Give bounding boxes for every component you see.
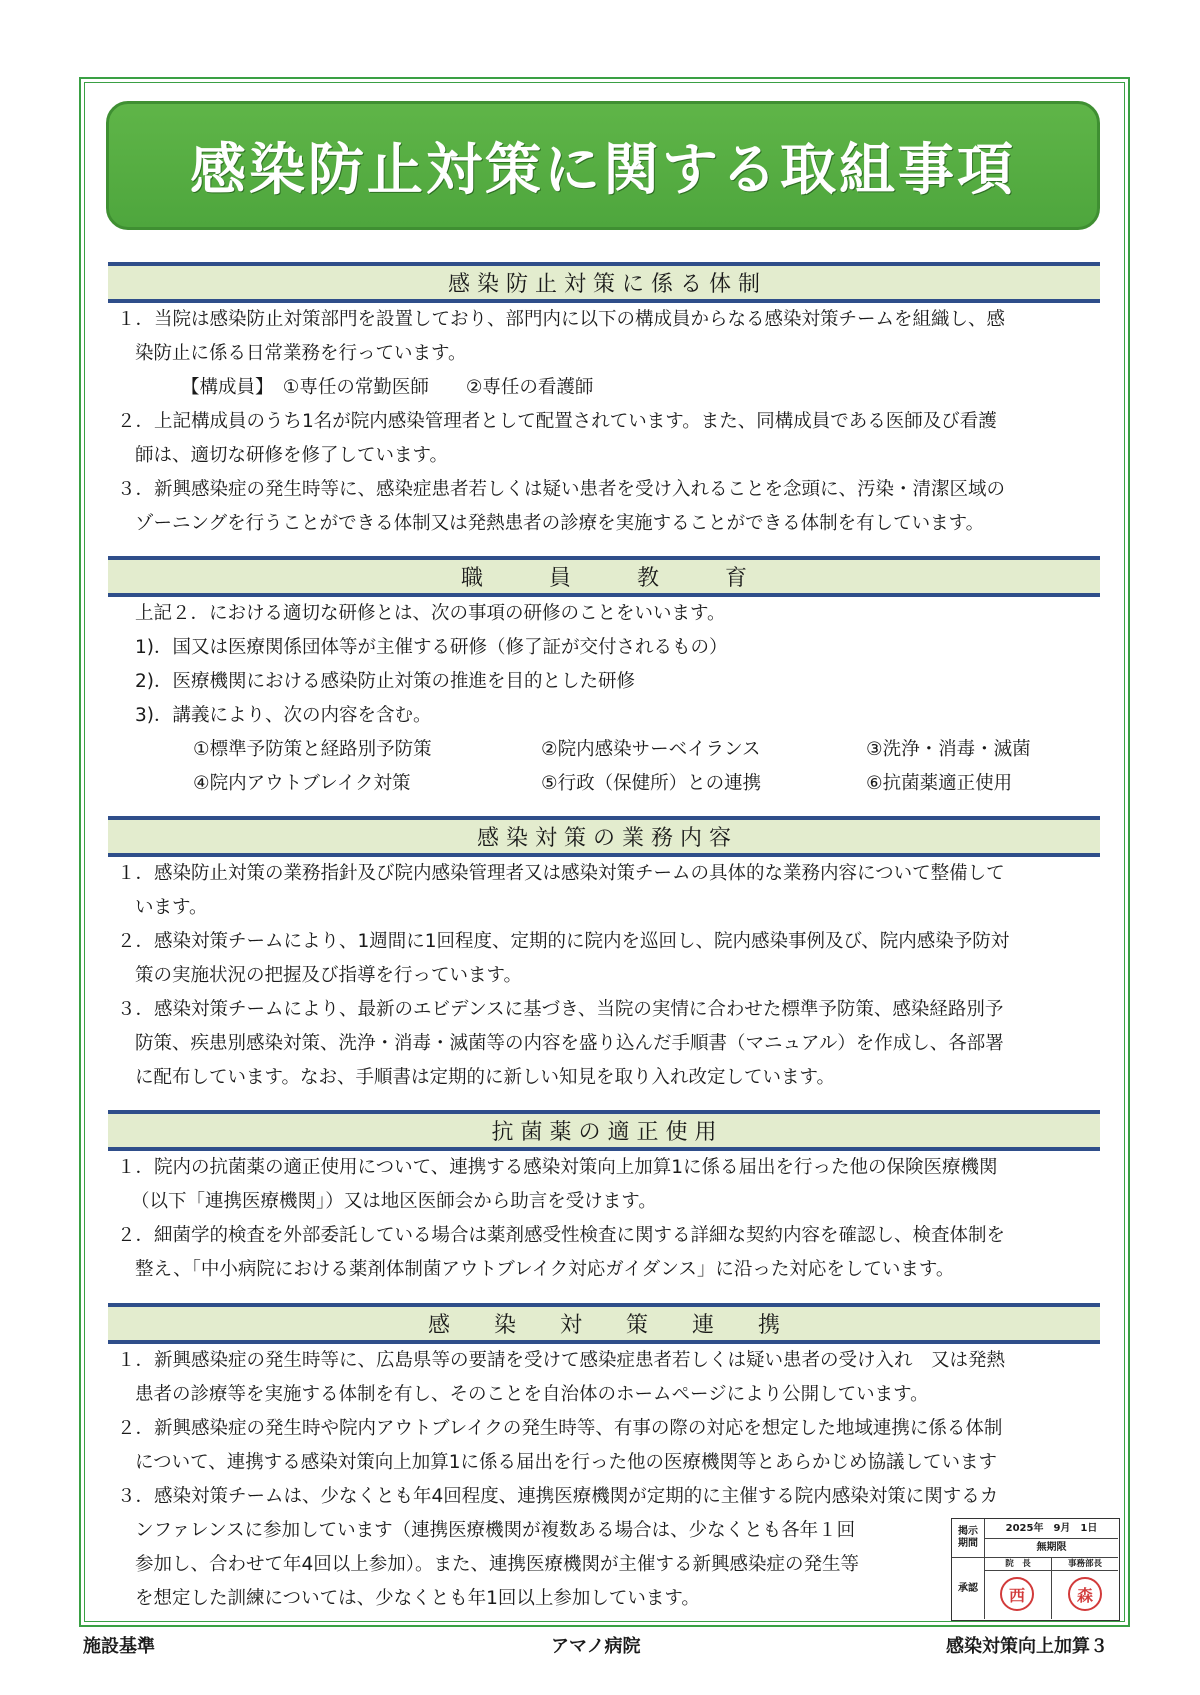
text-line: ２．細菌学的検査を外部委託している場合は薬剤感受性検査に関する詳細な契約内容を確認し、検査体制を	[117, 1225, 1006, 1246]
topic-item: ⑤行政（保健所）との連携	[541, 773, 762, 794]
section-header-cooperation	[108, 1303, 1100, 1344]
text-line: ２．新興感染症の発生時や院内アウトブレイクの発生時等、有事の際の対応を想定した地域連携に係る体制	[117, 1418, 1003, 1439]
text-line: ３．感染対策チームは、少なくとも年4回程度、連携医療機関が定期的に主催する院内感染対策に関するカ	[117, 1486, 999, 1507]
text-line: １．新興感染症の発生時等に、広島県等の要請を受けて感染症患者若しくは疑い患者の受け入れ 又は発熱	[117, 1350, 1006, 1371]
topic-item: ②院内感染サーベイランス	[541, 739, 761, 760]
section-header-training	[108, 556, 1100, 597]
text-line: 策の実施状況の把握及び指導を行っています。	[135, 965, 523, 986]
text-line: （以下「連携医療機関」）又は地区医師会から助言を受けます。	[131, 1191, 657, 1212]
label-text: 期間	[958, 1538, 978, 1549]
footer-hospital-name: アマノ病院	[551, 1636, 641, 1657]
posting-date: 2025年 9月 1日	[1005, 1522, 1098, 1534]
text-line: います。	[135, 897, 208, 918]
director-role: 院 長	[1005, 1559, 1031, 1569]
office-head-role: 事務部長	[1067, 1559, 1102, 1569]
text-line: 師は、適切な研修を修了しています。	[135, 445, 449, 466]
text-line: １．感染防止対策の業務指針及び院内感染管理者又は感染対策チームの具体的な業務内容について整備して	[117, 863, 1005, 884]
text-line: 染防止に係る日常業務を行っています。	[135, 343, 467, 364]
text-line: ゾーニングを行うことができる体制又は発熱患者の診療を実施することができる体制を有しています。	[135, 513, 985, 534]
title-banner	[106, 101, 1100, 230]
footer-left: 施設基準	[83, 1636, 155, 1657]
text-line: ２．上記構成員のうち1名が院内感染管理者として配置されています。また、同構成員である医師及び看護	[117, 411, 997, 432]
text-line: 2)．医療機関における感染防止対策の推進を目的とした研修	[135, 671, 635, 692]
text-line: 上記２．における適切な研修とは、次の事項の研修のことをいいます。	[135, 603, 726, 624]
text-line: ２．感染対策チームにより、1週間に1回程度、定期的に院内を巡回し、院内感染事例及び、院内感染予防対	[117, 931, 1010, 952]
section-title: 感 染 対 策 の 業 務 内 容	[477, 826, 731, 851]
topic-item: ④院内アウトブレイク対策	[193, 773, 411, 794]
label-text: 掲示	[958, 1526, 978, 1537]
text-line: について、連携する感染対策向上加算1に係る届出を行った他の医療機関等とあらかじめ協議しています	[135, 1452, 998, 1473]
text-line: ３．新興感染症の発生時等に、感染症患者若しくは疑い患者を受け入れることを念頭に、汚染・清潔区域の	[117, 479, 1006, 500]
page-title: 感染防止対策に関する取組事項	[190, 137, 1016, 203]
text-line: 1)．国又は医療関係団体等が主催する研修（修了証が交付されるもの）	[135, 637, 728, 658]
text-line: １．当院は感染防止対策部門を設置しており、部門内に以下の構成員からなる感染対策チームを組織し、感	[117, 309, 1006, 330]
text-line: 防策、疾患別感染対策、洗浄・消毒・滅菌等の内容を盛り込んだ手順書（マニュアル）を作成し、各部署	[135, 1033, 1004, 1054]
section-title: 職 員 教 育	[460, 566, 747, 591]
text-line: １．院内の抗菌薬の適正使用について、連携する感染対策向上加算1に係る届出を行った他の保険医療機関	[117, 1157, 998, 1178]
posting-period-value: 無期限	[1036, 1542, 1067, 1553]
section-header-duties	[108, 816, 1100, 857]
director-seal: 西	[1000, 1577, 1034, 1611]
topic-item: ①標準予防策と経路別予防策	[193, 739, 432, 760]
text-line: を想定した訓練については、少なくとも年1回以上参加しています。	[135, 1588, 700, 1609]
text-line: 患者の診療等を実施する体制を有し、そのことを自治体のホームページにより公開しています。	[135, 1384, 929, 1405]
posting-period-label	[952, 1519, 984, 1557]
section-title: 抗 菌 薬 の 適 正 使 用	[491, 1120, 717, 1145]
members-line: 【構成員】 ①専任の常勤医師 ②専任の看護師	[181, 377, 594, 398]
section-title: 感 染 防 止 対 策 に 係 る 体 制	[448, 272, 760, 297]
text-line: ンファレンスに参加しています（連携医療機関が複数ある場合は、少なくとも各年１回	[135, 1520, 856, 1541]
section-title: 感 染 対 策 連 携	[427, 1313, 780, 1338]
topic-item: ⑥抗菌薬適正使用	[866, 773, 1013, 794]
text-line: に配布しています。なお、手順書は定期的に新しい知見を取り入れ改定しています。	[135, 1067, 836, 1088]
topic-item: ③洗浄・消毒・滅菌	[866, 739, 1031, 760]
approval-label: 承認	[958, 1582, 978, 1594]
section-header-antimicrobial	[108, 1110, 1100, 1151]
office-head-seal: 森	[1068, 1577, 1102, 1611]
section-header-system	[108, 262, 1100, 303]
approval-stamp-box	[951, 1518, 1120, 1621]
text-line: 3)．講義により、次の内容を含む。	[135, 705, 432, 726]
text-line: 参加し、合わせて年4回以上参加）。また、連携医療機関が主催する新興感染症の発生等	[135, 1554, 860, 1575]
text-line: 整え、「中小病院における薬剤体制菌アウトブレイク対応ガイダンス」に沿った対応をしています。	[135, 1259, 955, 1280]
footer-right: 感染対策向上加算３	[946, 1636, 1108, 1657]
text-line: ３．感染対策チームにより、最新のエビデンスに基づき、当院の実情に合わせた標準予防策、感染経路別予	[117, 999, 1004, 1020]
